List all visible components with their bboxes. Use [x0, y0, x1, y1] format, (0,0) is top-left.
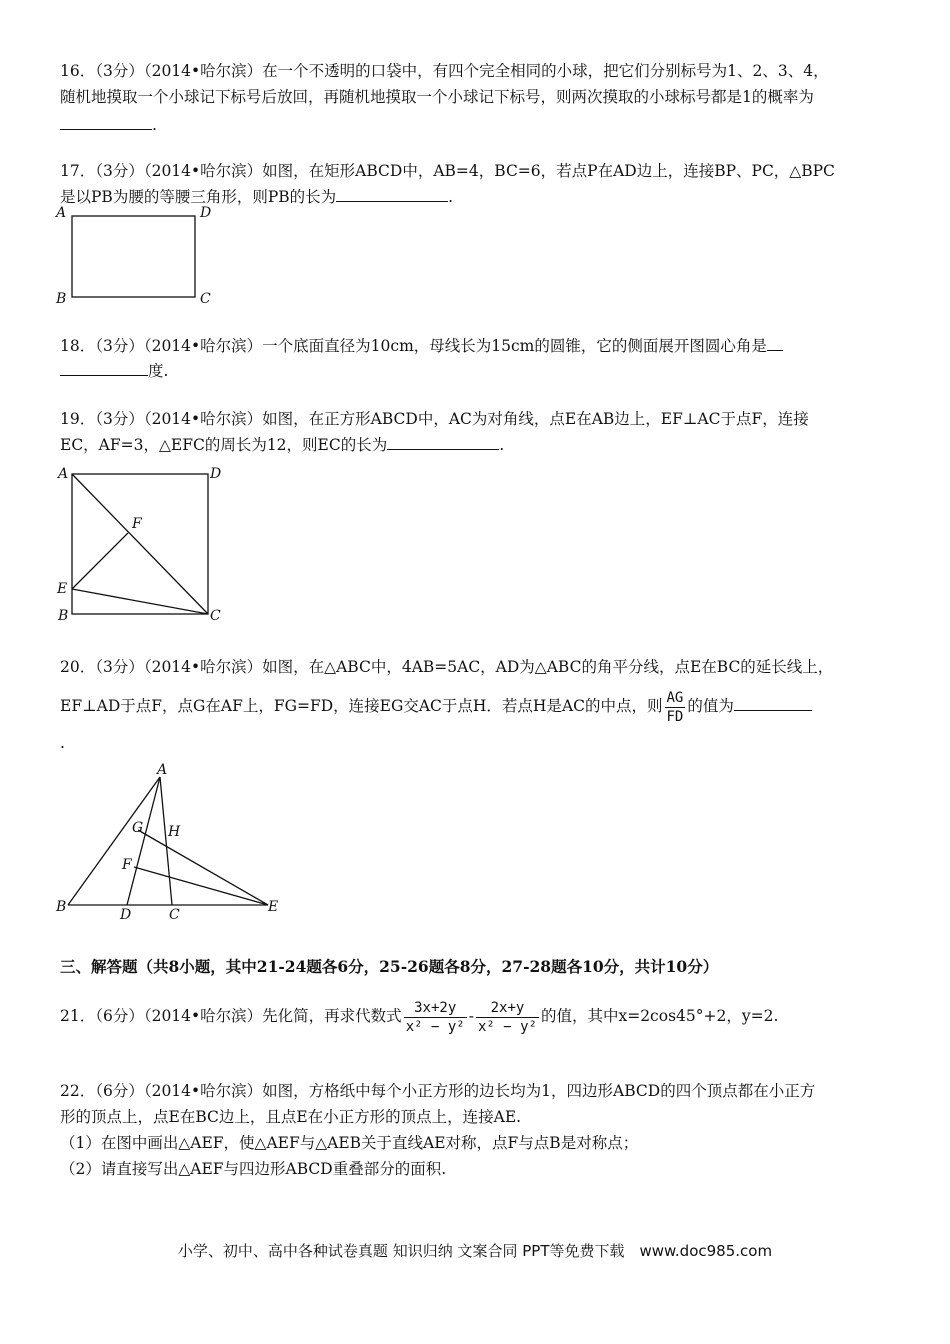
q19-line2-text: EC，AF=3，△EFC的周长为12，则EC的长为: [60, 436, 388, 454]
answer-blank: [60, 359, 148, 376]
answer-blank: [60, 113, 152, 130]
q22-line3: （1）在图中画出△AEF，使△AEF与△AEB关于直线AE对称，点F与点B是对称点；: [60, 1134, 639, 1152]
label-d: D: [210, 466, 222, 482]
fraction-1-numerator: 3x+2y: [404, 999, 467, 1018]
label-e: E: [57, 581, 68, 597]
rectangle-abcd: [72, 216, 195, 297]
label-e: E: [268, 899, 279, 915]
q19-square-figure: [50, 462, 230, 627]
q20-line2: [60, 686, 812, 726]
label-b: B: [58, 608, 69, 624]
q20-triangle-figure: [50, 760, 290, 925]
q19-line2: [60, 432, 504, 458]
q17-line1: 17．（3分）（2014•哈尔滨）如图，在矩形ABCD中，AB=4，BC=6，若点P在AD边上，连接BP、PC，△BPC: [60, 162, 835, 180]
segment-ab: [68, 777, 160, 905]
q17-line2-text: 是以PB为腰的等腰三角形，则PB的长为: [60, 188, 337, 206]
label-h: H: [168, 824, 181, 840]
answer-blank: [767, 334, 783, 351]
fraction-2-denominator: x² − y²: [477, 1018, 537, 1035]
q17-rectangle-figure: [50, 205, 220, 310]
q20-line2-text: EF⊥AD于点F，点G在AF上，FG=FD，连接EG交AC于点H．若点H是AC的中点，则: [60, 697, 663, 715]
answer-blank: [734, 694, 812, 711]
q20-line1: 20．（3分）（2014•哈尔滨）如图，在△ABC中，4AB=5AC，AD为△ABC的角平分线，点E在BC的延长线上，: [60, 658, 834, 676]
q21-suffix: 的值，其中x=2cos45°+2，y=2.: [540, 1007, 779, 1025]
label-c: C: [169, 907, 180, 923]
answer-blank: [387, 433, 499, 450]
q22-line2: 形的顶点上，点E在BC边上，且点E在小正方形的顶点上，连接AE.: [60, 1108, 522, 1126]
label-f: F: [132, 516, 142, 532]
q17-period: .: [448, 188, 454, 206]
q18-line2: [60, 358, 168, 384]
fraction-1-denominator: x² − y²: [405, 1018, 465, 1035]
label-c: C: [210, 608, 221, 624]
label-a: A: [157, 762, 168, 778]
fraction-denominator: FD: [666, 708, 684, 725]
segment-ef: [134, 867, 268, 905]
fraction-ag-fd: [665, 689, 686, 726]
label-b: B: [56, 899, 67, 915]
label-c: C: [200, 291, 211, 307]
q19-period: .: [499, 436, 505, 454]
fraction-2: [476, 999, 539, 1036]
q20-line3: .: [60, 734, 65, 752]
q16-line3: [60, 112, 157, 138]
fraction-1: [404, 999, 467, 1036]
q18-unit: 度.: [148, 362, 169, 380]
section-heading: 三、解答题（共8小题，其中21-24题各6分，25-26题各8分，27-28题各10分，共计10分）: [60, 957, 719, 976]
label-d: D: [200, 205, 212, 221]
label-b: B: [56, 291, 67, 307]
fraction-2-numerator: 2x+y: [476, 999, 539, 1018]
segment-eg: [138, 830, 268, 905]
q22-line4: （2）请直接写出△AEF与四边形ABCD重叠部分的面积.: [60, 1160, 447, 1178]
q19-line1: 19．（3分）（2014•哈尔滨）如图，在正方形ABCD中，AC为对角线，点E在AB边上，EF⊥AC于点F，连接: [60, 410, 809, 428]
q18-line1: [60, 333, 783, 359]
label-g: G: [132, 820, 144, 836]
fraction-numerator: AG: [666, 689, 684, 706]
label-a: A: [56, 205, 67, 221]
q22-line1: 22．（6分）（2014•哈尔滨）如图，方格纸中每个小正方形的边长均为1，四边形ABCD的四个顶点都在小正方: [60, 1082, 816, 1100]
q21-line: [60, 990, 778, 1042]
q18-line1-text: 18．（3分）（2014•哈尔滨）一个底面直径为10cm，母线长为15cm的圆锥，它的侧面展开图圆心角是: [60, 337, 767, 355]
segment-ac: [160, 777, 172, 905]
q20-line2-after: 的值为: [687, 697, 734, 715]
page-footer: 小学、初中、高中各种试卷真题 知识归纳 文案合同 PPT等免费下载 www.doc985.com: [177, 1242, 773, 1260]
minus-sign: -: [468, 1007, 474, 1025]
q21-prefix: 21．（6分）（2014•哈尔滨）先化简，再求代数式: [60, 1007, 402, 1025]
segment-ef: [72, 533, 128, 589]
q16-line1: 16．（3分）（2014•哈尔滨）在一个不透明的口袋中，有四个完全相同的小球，把它们分别标号为1、2、3、4，: [60, 62, 829, 80]
label-d: D: [120, 907, 132, 923]
segment-ad: [127, 777, 160, 905]
answer-blank: [336, 185, 448, 202]
q16-line2: 随机地摸取一个小球记下标号后放回，再随机地摸取一个小球记下标号，则两次摸取的小球标号都是1的概率为: [60, 88, 814, 106]
q16-period: .: [152, 116, 157, 134]
label-f: F: [122, 857, 132, 873]
label-a: A: [58, 466, 69, 482]
